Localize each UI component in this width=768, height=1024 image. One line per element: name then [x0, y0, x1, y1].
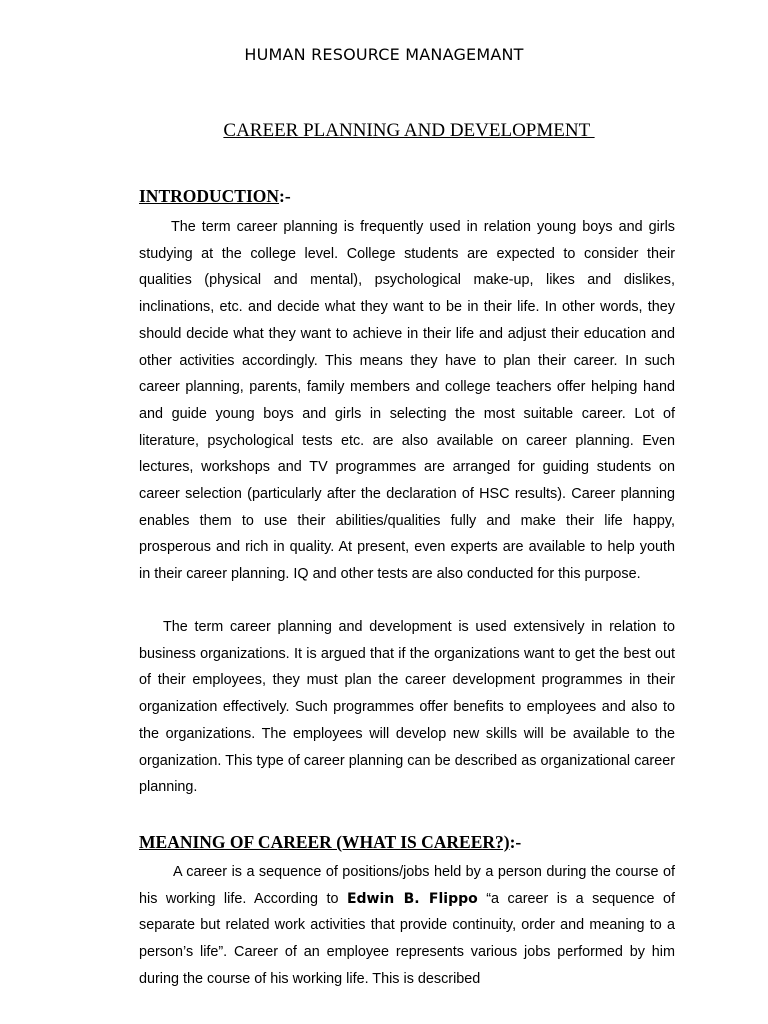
- author-name: Edwin B. Flippo: [346, 890, 478, 907]
- meaning-text-after: “a career is a sequence of separate but related work activities that provide continuity, order and meaning to a person’s life”. Career of an employee represents various jobs performed by him during the course of his working life. This is described: [139, 890, 675, 987]
- meaning-paragraph-1: [139, 859, 675, 993]
- section-heading-meaning-suffix: :-: [509, 832, 522, 852]
- document-title-text: CAREER PLANNING AND DEVELOPMENT: [223, 120, 595, 141]
- meaning-text-before: A career is a sequence of positions/jobs held by a person during the course of his working life. According to: [139, 864, 675, 907]
- introduction-paragraph-2: The term career planning and development is used extensively in relation to business organizations. It is argued that if the organizations want to get the best out of their employees, they must plan the career development programmes in their organization effectively. Such programmes offer benefits to employees and also to the organizations. The employees will develop new skills will be available to the organization. This type of career planning can be described as organizational career planning.: [139, 619, 675, 796]
- section-heading-meaning-of-career: [139, 832, 521, 853]
- section-heading-introduction-suffix: :-: [279, 186, 291, 206]
- document-header: HUMAN RESOURCE MANAGEMANT: [244, 45, 524, 64]
- introduction-paragraph-1: The term career planning is frequently used in relation young boys and girls studying at the college level. College students are expected to consider their qualities (physical and mental), psychological make-up, likes and dislikes, inclinations, etc. and decide what they want to be in their life. In other words, they should decide what they want to achieve in their life and adjust their education and other activities accordingly. This means they have to plan their career. In such career planning, parents, family members and college teachers offer helping hand and guide young boys and girls in selecting the most suitable career. Lot of literature, psychological tests etc. are also available on career planning. Even lectures, workshops and TV programmes are arranged for guiding students on career selection (particularly after the declaration of HSC results). Career planning enables them to use their abilities/qualities fully and make their life happy, prosperous and rich in quality. At present, even experts are available to help youth in their career planning. IQ and other tests are also conducted for this purpose.: [139, 219, 675, 583]
- section-heading-introduction-text: INTRODUCTION: [139, 186, 280, 206]
- section-heading-meaning-text: MEANING OF CAREER (WHAT IS CAREER?): [139, 832, 510, 852]
- document-title: [0, 120, 768, 142]
- section-heading-introduction: [139, 186, 291, 207]
